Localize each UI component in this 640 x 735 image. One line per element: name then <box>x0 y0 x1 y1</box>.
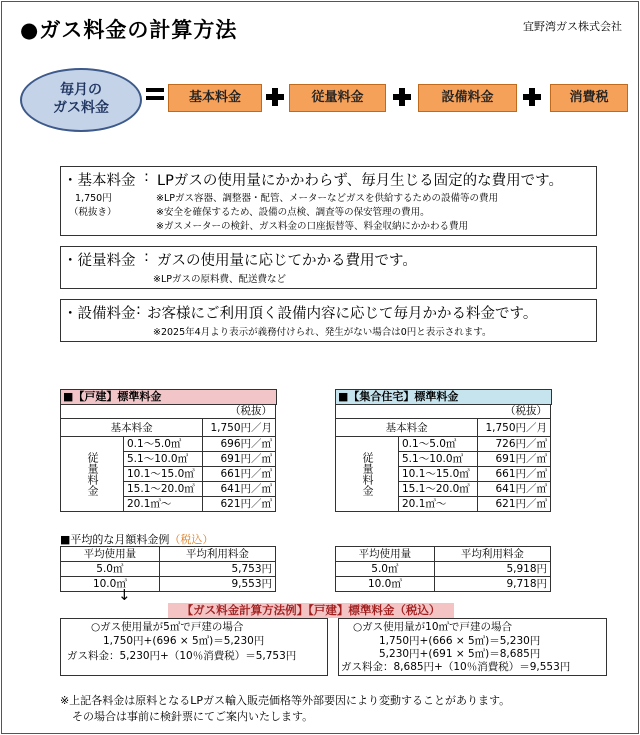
calc-line: ○ガス使用量が10㎥で戸建の場合 <box>353 621 513 633</box>
monthly-label-line2: ガス料金 <box>53 100 109 116</box>
rate-cell: 621円／㎥ <box>478 497 551 512</box>
plus-icon <box>393 88 411 106</box>
range-cell: 10.1～15.0㎥ <box>124 467 203 482</box>
company-name: 宜野湾ガス株式会社 <box>523 20 622 33</box>
equipment-fee-label: ・設備料金 <box>63 306 136 322</box>
down-arrow-icon: ↓ <box>118 586 131 604</box>
house-rate-table <box>60 404 276 512</box>
footer-note: その場合は事前に検針票にてご案内いたします。 <box>72 710 314 723</box>
tax-note: （税抜） <box>336 404 551 419</box>
basic-fee-label: ・基本料金 <box>63 173 136 189</box>
example-usage: 10.0㎥ <box>61 577 160 592</box>
calc-line: 1,750円+(666 × 5㎥)＝5,230円 <box>379 635 541 647</box>
example-usage: 5.0㎥ <box>336 562 435 577</box>
basic-fee-cell: 基本料金 <box>61 419 203 437</box>
basic-fee-cell: 基本料金 <box>336 419 478 437</box>
example-price: 9,553円 <box>159 577 275 592</box>
calc-line: 5,230円+(691 × 5㎥)＝8,685円 <box>379 648 541 660</box>
rate-cell: 661円／㎥ <box>478 467 551 482</box>
formula-usage-box: 従量料金 <box>289 84 386 112</box>
usage-fee-note: ※LPガスの原料費、配送費など <box>153 274 286 285</box>
usage-fee-text: ガスの使用量に応じてかかる費用です。 <box>157 253 417 269</box>
example-header: 平均利用料金 <box>434 547 550 562</box>
rate-cell: 661円／㎥ <box>203 467 276 482</box>
calc-line: ガス料金：5,230円+（10％消費税）＝5,753円 <box>67 650 297 662</box>
plus-icon <box>523 88 541 106</box>
calc-line: ガス料金：8,685円+（10％消費税）＝9,553円 <box>341 661 571 673</box>
example-header: 平均使用量 <box>61 547 160 562</box>
example-tax-note: （税込） <box>169 533 214 546</box>
example-title-text: ■平均的な月額料金例 <box>60 533 170 546</box>
monthly-fee-ellipse <box>20 68 142 132</box>
colon: : <box>144 249 149 265</box>
calc-example-header: 【ガス料金計算方法例】【戸建】標準料金（税込） <box>168 603 454 618</box>
basic-fee-text: LPガスの使用量にかかわらず、毎月生じる固定的な費用です。 <box>157 173 563 189</box>
rate-cell: 691円／㎥ <box>478 452 551 467</box>
range-cell: 15.1～20.0㎥ <box>124 482 203 497</box>
formula-tax-box: 消費税 <box>550 84 628 112</box>
example-usage: 5.0㎥ <box>61 562 160 577</box>
colon: : <box>144 169 149 185</box>
monthly-label-line1: 毎月の <box>60 82 102 98</box>
range-cell: 0.1～5.0㎥ <box>124 437 203 452</box>
example-usage: 10.0㎥ <box>336 577 435 592</box>
basic-fee-note: ※安全を確保するため、設備の点検、調査等の保安管理の費用。 <box>156 207 430 218</box>
rate-cell: 691円／㎥ <box>203 452 276 467</box>
usage-fee-vertical-label: 従量料金 <box>336 437 399 512</box>
basic-fee-note: ※LPガス容器、調整器・配管、メーターなどガスを供給するための設備等の費用 <box>156 193 498 204</box>
footer-note: ※上記各料金は原料となるLPガス輸入販売価格等外部要因により変動することがあります。 <box>60 694 511 707</box>
example-price: 5,918円 <box>434 562 550 577</box>
colon: : <box>136 302 141 318</box>
formula-basic-box: 基本料金 <box>168 84 262 112</box>
apartment-example-table <box>335 546 551 592</box>
calc-line: 1,750円+(696 × 5㎥)＝5,230円 <box>103 635 265 647</box>
equipment-fee-note: ※2025年4月より表示が義務付けられ、発生がない場合は0円と表示されます。 <box>153 327 492 338</box>
house-example-table <box>60 546 276 592</box>
tax-note: （税抜） <box>61 404 276 419</box>
basic-fee-value: 1,750円／月 <box>478 419 551 437</box>
equipment-fee-definition <box>60 299 597 342</box>
usage-fee-vertical-label: 従量料金 <box>61 437 124 512</box>
equipment-fee-text: お客様にご利用頂く設備内容に応じて毎月かかる料金です。 <box>147 306 538 322</box>
range-cell: 20.1㎥～ <box>124 497 203 512</box>
range-cell: 20.1㎥～ <box>399 497 478 512</box>
usage-fee-definition <box>60 246 597 289</box>
rate-cell: 641円／㎥ <box>203 482 276 497</box>
rate-cell: 726円／㎥ <box>478 437 551 452</box>
range-cell: 10.1～15.0㎥ <box>399 467 478 482</box>
plus-icon <box>266 88 284 106</box>
house-table-title: ■【戸建】標準料金 <box>60 389 277 405</box>
usage-fee-label: ・従量料金 <box>63 253 136 269</box>
basic-fee-value: 1,750円／月 <box>203 419 276 437</box>
example-price: 9,718円 <box>434 577 550 592</box>
example-price: 5,753円 <box>159 562 275 577</box>
calc-example-left <box>60 618 328 676</box>
example-title <box>60 531 213 547</box>
example-header: 平均使用量 <box>336 547 435 562</box>
equals-icon <box>146 88 164 100</box>
page-title: ●ガス料金の計算方法 <box>20 18 238 42</box>
formula-equipment-box: 設備料金 <box>418 84 517 112</box>
range-cell: 5.1～10.0㎥ <box>124 452 203 467</box>
basic-fee-definition <box>60 166 597 236</box>
rate-cell: 696円／㎥ <box>203 437 276 452</box>
range-cell: 5.1～10.0㎥ <box>399 452 478 467</box>
basic-fee-tax-note: （税抜き） <box>69 207 117 218</box>
apartment-rate-table <box>335 404 551 512</box>
basic-fee-note: ※ガスメーターの検針、ガス料金の口座振替等、料金収納にかかわる費用 <box>156 221 468 232</box>
calc-line: ○ガス使用量が5㎥で戸建の場合 <box>91 621 244 633</box>
example-header: 平均利用料金 <box>159 547 275 562</box>
rate-cell: 621円／㎥ <box>203 497 276 512</box>
calc-example-right <box>338 618 607 676</box>
basic-fee-price: 1,750円 <box>75 193 112 204</box>
rate-cell: 641円／㎥ <box>478 482 551 497</box>
range-cell: 0.1～5.0㎥ <box>399 437 478 452</box>
apartment-table-title: ■【集合住宅】標準料金 <box>335 389 552 405</box>
range-cell: 15.1～20.0㎥ <box>399 482 478 497</box>
